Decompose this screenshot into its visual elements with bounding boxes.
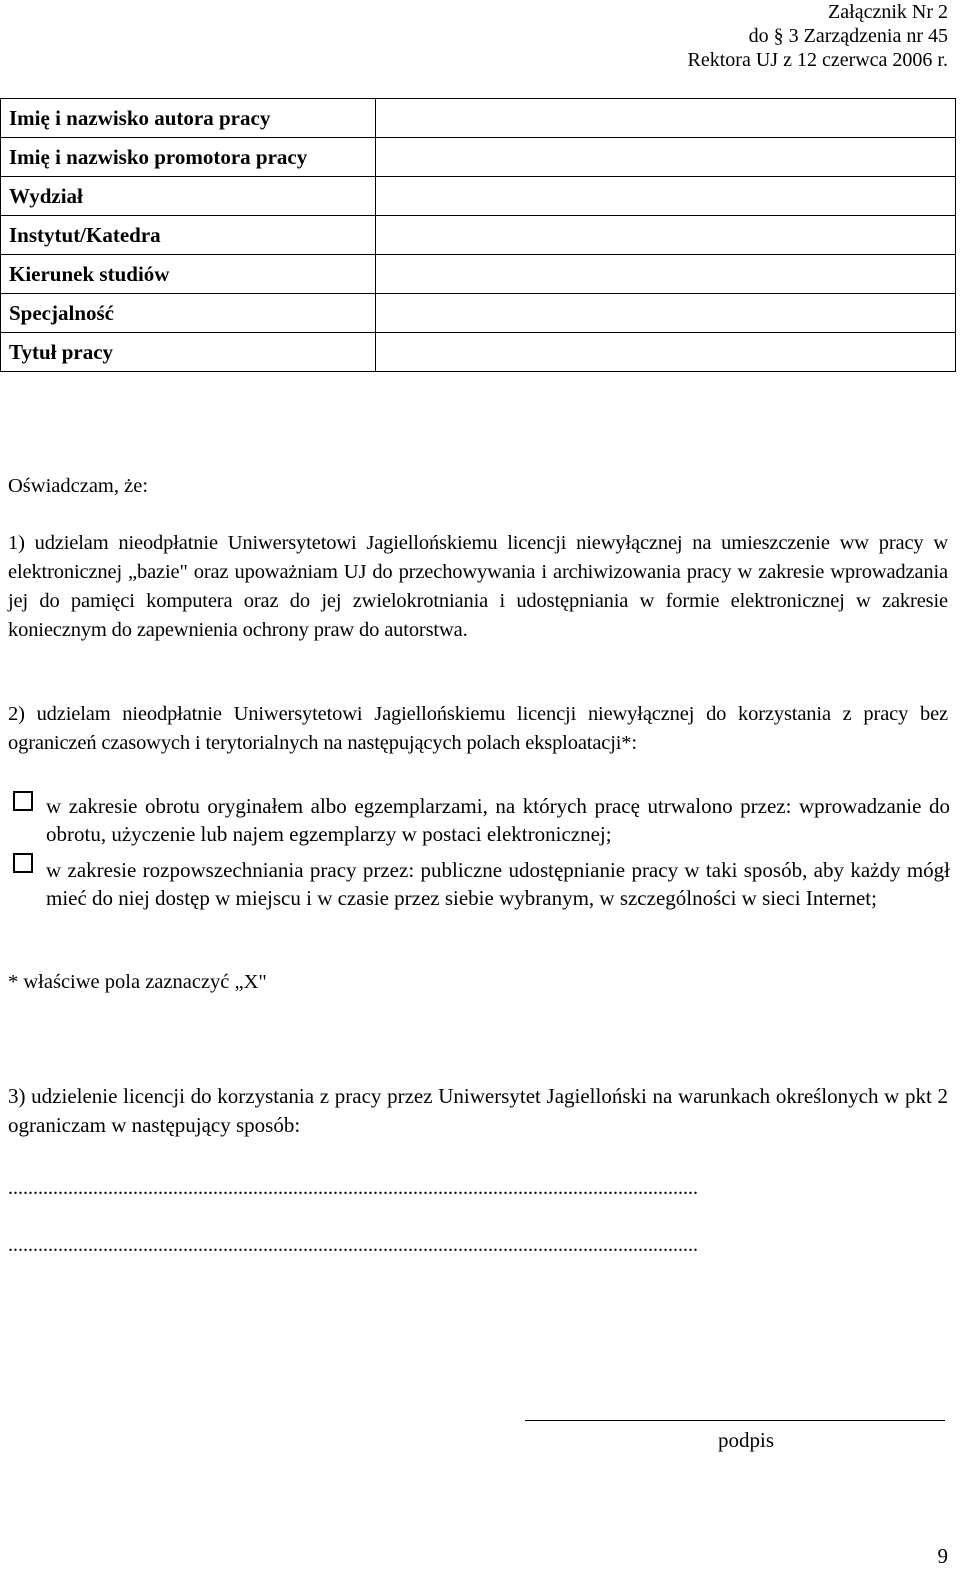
declaration-intro: Oświadczam, że: <box>8 475 149 497</box>
declaration-point-2: 2) udzielam nieodpłatnie Uniwersytetowi Jagiellońskiemu licencji niewyłącznej do korzystania z pracy bez ograniczeń czasowych i terytorialnych na następujących polach eksploatacji*: <box>8 703 948 754</box>
attachment-number: Załącznik Nr 2 <box>828 1 948 23</box>
exploitation-option-2-checkbox[interactable] <box>13 853 33 873</box>
info-row-value-field[interactable] <box>376 333 956 372</box>
info-row-value-field[interactable] <box>376 177 956 216</box>
declaration-point-1: 1) udzielam nieodpłatnie Uniwersytetowi Jagiellońskiemu licencji niewyłącznej na umieszczenie ww pracy w elektronicznej „bazie" oraz upoważniam UJ do przechowywania i archiwizowania pracy w zakresie wprowadzania jej do pamięci komputera oraz do jej zwielokrotniania i udostępniania w formie elektronicznej w zakresie koniecznym do zapewnienia ochrony praw do autorstwa. <box>8 532 948 641</box>
thesis-info-table <box>0 98 956 372</box>
info-row <box>1 216 956 255</box>
info-row-label: Imię i nazwisko promotora pracy <box>1 138 376 177</box>
footnote: * właściwe pola zaznaczyć „X" <box>8 971 267 993</box>
rector-date: Rektora UJ z 12 czerwca 2006 r. <box>687 49 948 71</box>
declaration-point-3: 3) udzielenie licencji do korzystania z pracy przez Uniwersytet Jagielloński na warunkach określonych w pkt 2 ograniczam w następujący sposób: <box>8 1084 948 1137</box>
info-row <box>1 138 956 177</box>
exploitation-option-1-text: w zakresie obrotu oryginałem albo egzemplarzami, na których pracę utrwalono przez: wprowadzanie do obrotu, użyczenie lub najem egzemplarzy w postaci elektronicznej; <box>46 794 950 846</box>
info-row-label: Imię i nazwisko autora pracy <box>1 99 376 138</box>
info-row-value-field[interactable] <box>376 99 956 138</box>
exploitation-option-1-checkbox[interactable] <box>13 791 33 811</box>
info-row <box>1 99 956 138</box>
regulation-reference: do § 3 Zarządzenia nr 45 <box>748 25 948 47</box>
info-row-value-field[interactable] <box>376 255 956 294</box>
info-row <box>1 333 956 372</box>
info-row-label: Kierunek studiów <box>1 255 376 294</box>
info-row-label: Wydział <box>1 177 376 216</box>
signature-label: podpis <box>718 1428 775 1452</box>
info-row <box>1 294 956 333</box>
info-row <box>1 177 956 216</box>
info-row-value-field[interactable] <box>376 294 956 333</box>
page-number: 9 <box>937 1544 948 1568</box>
info-row-label: Instytut/Katedra <box>1 216 376 255</box>
attachment-header <box>688 0 948 72</box>
restriction-dotted-line-2[interactable]: .......................................................................................................................................... <box>8 1234 698 1256</box>
restriction-dotted-line-1[interactable]: .......................................................................................................................................... <box>8 1177 698 1199</box>
signature-line[interactable] <box>525 1420 945 1421</box>
info-row-value-field[interactable] <box>376 216 956 255</box>
info-row-label: Specjalność <box>1 294 376 333</box>
info-row-label: Tytuł pracy <box>1 333 376 372</box>
info-row-value-field[interactable] <box>376 138 956 177</box>
exploitation-option-2-text: w zakresie rozpowszechniania pracy przez: publiczne udostępnianie pracy w taki sposób, aby każdy mógł mieć do niej dostęp w miejscu i w czasie przez siebie wybranym, w szczególności w sieci Internet; <box>46 858 950 910</box>
info-row <box>1 255 956 294</box>
